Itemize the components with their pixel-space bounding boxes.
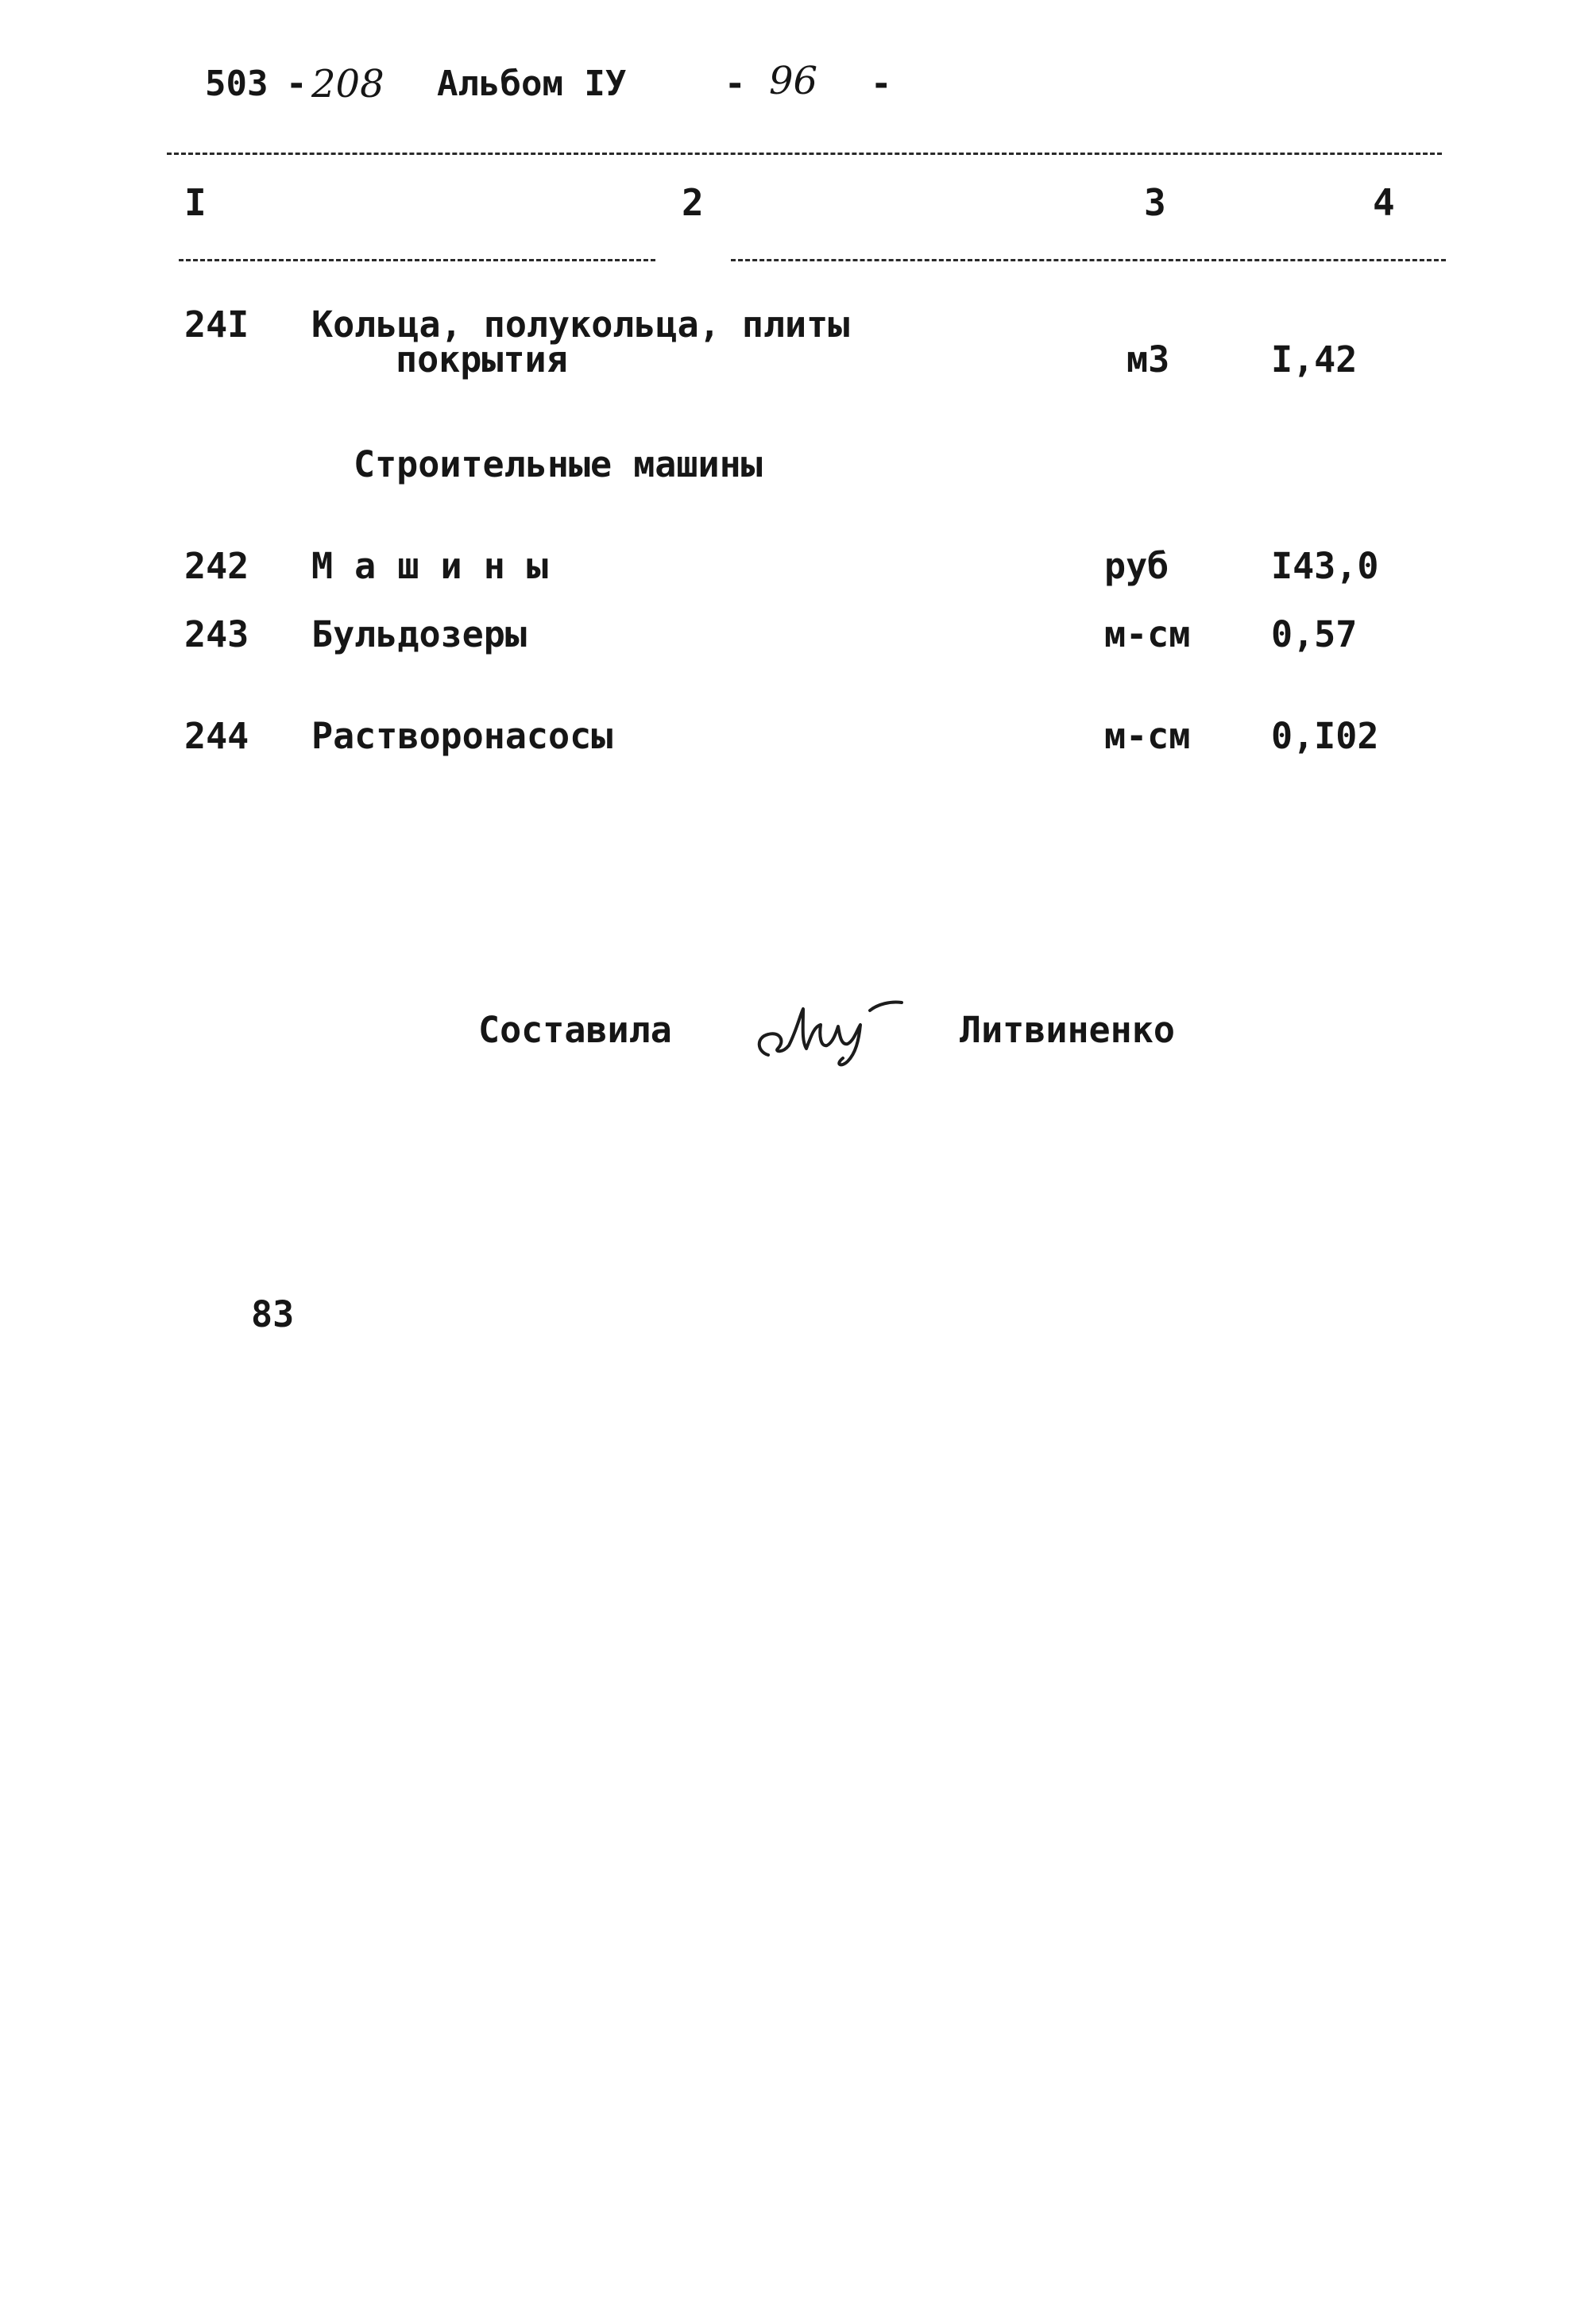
column-number-1: I <box>184 181 207 224</box>
row-unit: м-см <box>1104 715 1191 757</box>
table-header-rule <box>179 259 655 261</box>
row-value: I,42 <box>1271 338 1358 381</box>
column-number-3: 3 <box>1144 181 1166 224</box>
doc-series: 503 <box>205 64 269 104</box>
row-name: Кольца, полукольца, плиты <box>311 303 850 346</box>
table-top-rule <box>167 153 1442 155</box>
row-value: I43,0 <box>1271 545 1379 587</box>
row-unit: м3 <box>1126 338 1170 381</box>
doc-series-handwritten: 208 <box>311 62 385 106</box>
row-number: 244 <box>184 715 249 757</box>
row-name: Растворонасосы <box>311 715 613 757</box>
row-unit: руб <box>1104 545 1169 587</box>
handwritten-signature-icon <box>751 985 910 1072</box>
row-name-continued: покрытия <box>396 338 568 381</box>
row-name: М а ш и н ы <box>311 545 549 587</box>
compiler-name: Литвиненко <box>960 1009 1175 1051</box>
row-value: 0,I02 <box>1271 715 1379 757</box>
column-number-4: 4 <box>1373 181 1395 224</box>
row-unit: м-см <box>1104 613 1191 655</box>
compiled-by-label: Составила <box>478 1009 672 1051</box>
row-number: 243 <box>184 613 249 655</box>
page-number: 83 <box>251 1293 295 1335</box>
header-dash: - <box>871 64 892 104</box>
page-number-handwritten: 96 <box>769 59 818 103</box>
row-number: 242 <box>184 545 249 587</box>
table-header-rule <box>731 259 1446 261</box>
column-number-2: 2 <box>682 181 704 224</box>
section-heading: Строительные машины <box>354 443 763 485</box>
header-dash: - <box>286 64 307 104</box>
row-number: 24I <box>184 303 249 346</box>
album-label: Альбом IУ <box>437 64 627 104</box>
row-name: Бульдозеры <box>311 613 527 655</box>
row-value: 0,57 <box>1271 613 1358 655</box>
header-dash: - <box>725 64 746 104</box>
